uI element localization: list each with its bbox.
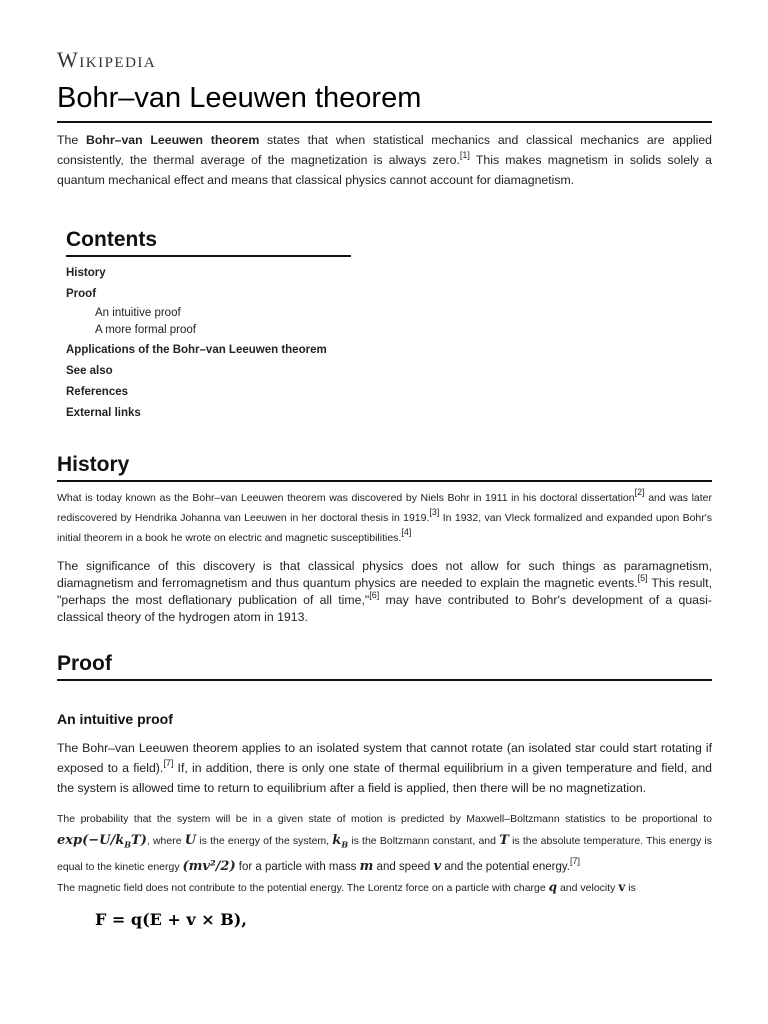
section-heading-history: History bbox=[57, 453, 712, 482]
toc-item-history[interactable]: History bbox=[66, 267, 106, 279]
proof-text: , where bbox=[146, 835, 185, 847]
ref-3[interactable]: [3] bbox=[429, 507, 440, 517]
math-temperature: T bbox=[499, 833, 509, 848]
ref-5[interactable]: [5] bbox=[637, 573, 648, 583]
proof-text: The probability that the system will be in a given state of motion is predicted by Maxwell–Boltzmann statistics to be proportional to bbox=[57, 813, 712, 825]
page-title: Bohr–van Leeuwen theorem bbox=[57, 82, 712, 123]
intro-paragraph bbox=[57, 130, 712, 190]
math-text: k bbox=[332, 833, 342, 848]
math-boltzmann-factor bbox=[57, 833, 147, 848]
intro-text: This makes magnetism in solids solely a quantum mechanical effect and means that classical physics cannot account for diamagnetism. bbox=[57, 153, 712, 187]
ref-2[interactable]: [2] bbox=[634, 487, 645, 497]
toc-title: Contents bbox=[66, 228, 351, 257]
proof-text: is bbox=[625, 882, 636, 894]
toc-item-references[interactable]: References bbox=[66, 386, 129, 398]
ref-6[interactable]: [6] bbox=[369, 590, 380, 600]
math-boltzmann-constant bbox=[332, 833, 348, 848]
proof-text: The magnetic field does not contribute to the potential energy. The Lorentz force on a particle with charge bbox=[57, 882, 549, 894]
proof-text: is the absolute temperature. This energy is equal to the kinetic energy bbox=[57, 835, 712, 873]
section-heading-proof: Proof bbox=[57, 652, 712, 681]
history-text: This result, "perhaps the most deflationary publication of all time," bbox=[57, 576, 712, 607]
history-text: What is today known as the Bohr–van Leeuwen theorem was discovered by Niels Bohr in 1911 in his doctoral dissertation bbox=[57, 492, 635, 504]
math-text: T) bbox=[131, 833, 147, 848]
toc-list bbox=[66, 263, 356, 424]
proof-text: The Bohr–van Leeuwen theorem applies to an isolated system that cannot rotate (an isolated star could start rotating if exposed to a field). bbox=[57, 741, 712, 775]
proof-text: is the energy of the system, bbox=[196, 835, 333, 847]
wikipedia-logo[interactable]: Wikipedia bbox=[57, 47, 157, 72]
intro-bold-term: Bohr–van Leeuwen theorem bbox=[85, 133, 260, 147]
history-paragraph-1 bbox=[57, 488, 712, 548]
math-text: exp(−U/k bbox=[57, 833, 125, 848]
math-velocity: v bbox=[618, 880, 626, 894]
history-paragraph-2 bbox=[57, 558, 712, 626]
ref-4[interactable]: [4] bbox=[401, 527, 412, 537]
history-text: The significance of this discovery is that classical physics does not allow for such things as paramagnetism, diamagnetism and ferromagnetism and thus quantum physics are needed to explain the magnetic events. bbox=[57, 559, 712, 590]
history-text: and was later rediscovered by Hendrika Johanna van Leeuwen in her doctoral thesis in 1919. bbox=[57, 492, 713, 524]
proof-text: If, in addition, there is only one state of thermal equilibrium in a given temperature and field, and the system is allowed time to return to equilibrium after a field is applied, then there will be no magnetization. bbox=[57, 761, 712, 795]
toc-item-applications[interactable]: Applications of the Bohr–van Leeuwen theorem bbox=[66, 344, 327, 356]
math-charge: q bbox=[548, 880, 558, 894]
math-kinetic-energy: (mv²/2) bbox=[182, 858, 236, 874]
ref-7[interactable]: [7] bbox=[163, 758, 174, 768]
toc-item-intuitive-proof[interactable]: An intuitive proof bbox=[95, 307, 181, 319]
proof-paragraph-1 bbox=[57, 738, 712, 798]
toc-item-see-also[interactable]: See also bbox=[66, 365, 113, 377]
intro-text: The bbox=[57, 133, 86, 147]
history-text: may have contributed to Bohr's development of a quasi-classical theory of the hydrogen atom in 1913. bbox=[57, 593, 712, 624]
proof-paragraph-3 bbox=[57, 877, 712, 898]
intro-text: states that when statistical mechanics and classical mechanics are applied consistently, the thermal average of the magnetization is always zero. bbox=[57, 133, 712, 167]
lorentz-force-equation: F = q(E + v × B), bbox=[95, 910, 247, 929]
history-text: In 1932, van Vleck formalized and expanded upon Bohr's initial theorem in a book he wrote on electric and magnetic susceptibilities. bbox=[57, 512, 713, 544]
ref-7b[interactable]: [7] bbox=[569, 855, 580, 866]
proof-text: for a particle with mass bbox=[235, 860, 360, 873]
proof-text: and velocity bbox=[557, 882, 619, 894]
proof-text: is the Boltzmann constant, and bbox=[348, 835, 500, 847]
proof-text: and speed bbox=[373, 860, 434, 873]
toc-item-proof[interactable]: Proof bbox=[66, 288, 97, 300]
subsection-heading-intuitive-proof: An intuitive proof bbox=[57, 711, 173, 727]
ref-1[interactable]: [1] bbox=[459, 150, 470, 160]
math-subscript: B bbox=[341, 839, 349, 850]
math-speed: v bbox=[433, 858, 442, 874]
math-subscript: B bbox=[124, 839, 132, 850]
toc-item-formal-proof[interactable]: A more formal proof bbox=[95, 324, 196, 336]
math-energy-u: U bbox=[184, 833, 197, 848]
table-of-contents bbox=[66, 228, 356, 424]
toc-item-external-links[interactable]: External links bbox=[66, 407, 141, 419]
proof-text: and the potential energy. bbox=[441, 860, 570, 873]
proof-paragraph-2 bbox=[57, 808, 712, 878]
math-mass: m bbox=[359, 858, 374, 874]
